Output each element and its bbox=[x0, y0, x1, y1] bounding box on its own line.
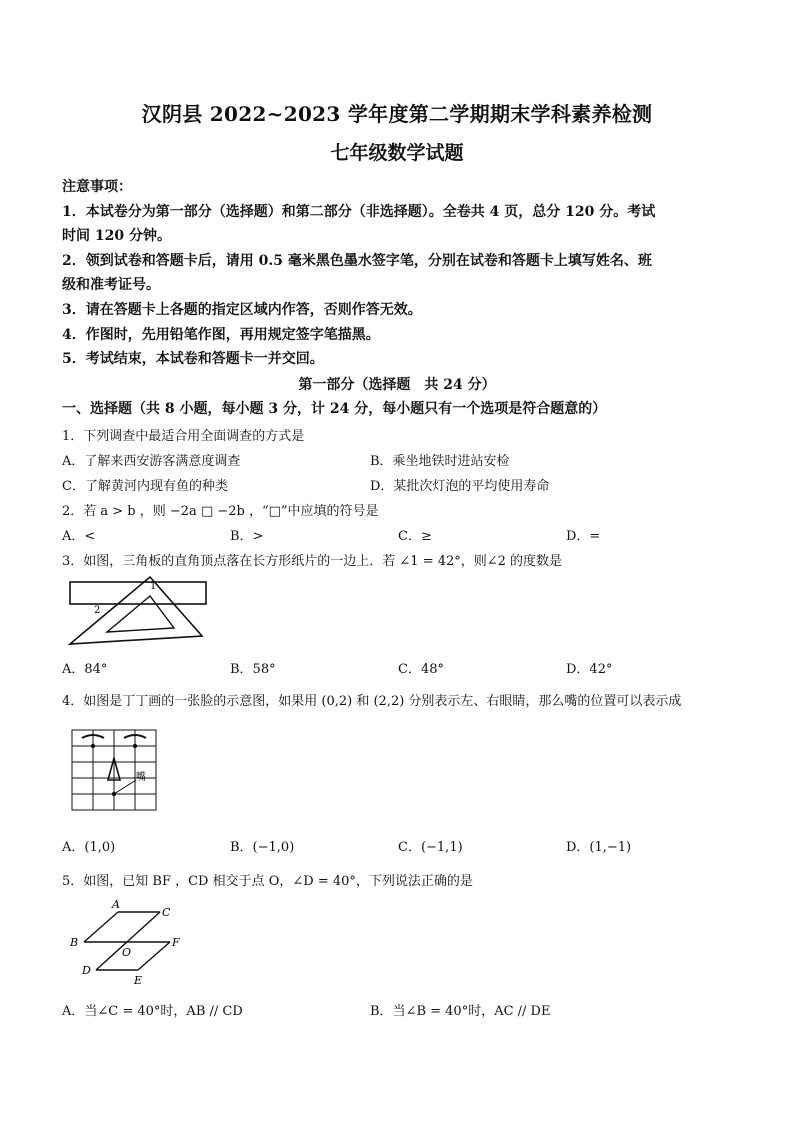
question-3-option-b: B．58° bbox=[230, 662, 276, 677]
question-4-option-c: C．(−1,1) bbox=[398, 840, 463, 855]
question-3-option-c: C．48° bbox=[398, 662, 444, 677]
question-5-option-b: B．当∠B = 40°时，AC // DE bbox=[370, 1004, 551, 1019]
point-d-label: D bbox=[82, 964, 91, 977]
point-c-label: C bbox=[162, 906, 171, 919]
question-4-option-a: A．(1,0) bbox=[62, 840, 116, 855]
question-1-stem: 1．下列调查中最适合用全面调查的方式是 bbox=[62, 429, 305, 444]
question-4-figure bbox=[70, 728, 158, 812]
note-line: 4．作图时，先用铅笔作图，再用规定签字笔描黑。 bbox=[62, 327, 380, 343]
note-line: 级和准考证号。 bbox=[62, 277, 160, 293]
question-2-stem: 2．若 a > b ，则 −2a □ −2b ，“□”中应填的符号是 bbox=[62, 504, 379, 519]
note-line: 5．考试结束，本试卷和答题卡一并交回。 bbox=[62, 351, 324, 367]
exam-title: 汉阴县 2022~2023 学年度第二学期期末学科素养检测 bbox=[141, 102, 653, 126]
question-3-option-d: D．42° bbox=[566, 662, 613, 677]
point-b-label: B bbox=[70, 936, 79, 949]
exam-subtitle: 七年级数学试题 bbox=[330, 142, 464, 164]
note-line: 时间 120 分钟。 bbox=[62, 228, 171, 244]
point-a-label: A bbox=[112, 898, 120, 911]
question-4-option-b: B．(−1,0) bbox=[230, 840, 295, 855]
question-5-figure bbox=[66, 894, 196, 990]
point-o-label: O bbox=[122, 946, 132, 959]
question-3-stem: 3．如图，三角板的直角顶点落在长方形纸片的一边上．若 ∠1 = 42°，则∠2 的度数是 bbox=[62, 554, 563, 569]
question-3-figure bbox=[62, 574, 212, 650]
question-4-option-d: D．(1,−1) bbox=[566, 840, 632, 855]
question-3-option-a: A．84° bbox=[62, 662, 108, 677]
question-2-option-d: D．= bbox=[566, 529, 601, 544]
question-1-option-a: A．了解来西安游客满意度调查 bbox=[62, 454, 241, 469]
question-1-option-d: D．某批次灯泡的平均使用寿命 bbox=[370, 479, 550, 494]
angle-1-label: 1 bbox=[150, 581, 157, 592]
question-1-option-c: C．了解黄河内现有鱼的种类 bbox=[62, 479, 228, 494]
part1-title: 第一部分（选择题 共 24 分） bbox=[298, 377, 496, 393]
question-1-option-b: B．乘坐地铁时进站安检 bbox=[370, 454, 510, 469]
point-f-label: F bbox=[172, 936, 180, 949]
note-line: 3．请在答题卡上各题的指定区域内作答，否则作答无效。 bbox=[62, 302, 422, 318]
mouth-label: 嘴 bbox=[136, 772, 146, 783]
question-5-stem: 5．如图，已知 BF ，CD 相交于点 O，∠D = 40°，下列说法正确的是 bbox=[62, 874, 473, 889]
question-4-stem: 4．如图是丁丁画的一张脸的示意图，如果用 (0,2) 和 (2,2) 分别表示左、右眼睛，那么嘴的位置可以表示成 bbox=[62, 694, 682, 709]
notes-heading: 注意事项： bbox=[62, 179, 132, 195]
section1-title: 一、选择题（共 8 小题，每小题 3 分，计 24 分，每小题只有一个选项是符合题意的） bbox=[62, 401, 607, 417]
note-line: 2．领到试卷和答题卡后，请用 0.5 毫米黑色墨水签字笔，分别在试卷和答题卡上填写姓名、班 bbox=[62, 253, 652, 269]
question-5-option-a: A．当∠C = 40°时，AB // CD bbox=[62, 1004, 243, 1019]
point-e-label: E bbox=[134, 974, 143, 987]
angle-2-label: 2 bbox=[94, 605, 101, 616]
question-2-option-c: C．≥ bbox=[398, 529, 432, 544]
question-2-option-b: B．> bbox=[230, 529, 264, 544]
note-line: 1．本试卷分为第一部分（选择题）和第二部分（非选择题）。全卷共 4 页，总分 120 分。考试 bbox=[62, 204, 656, 220]
question-2-option-a: A．< bbox=[62, 529, 96, 544]
